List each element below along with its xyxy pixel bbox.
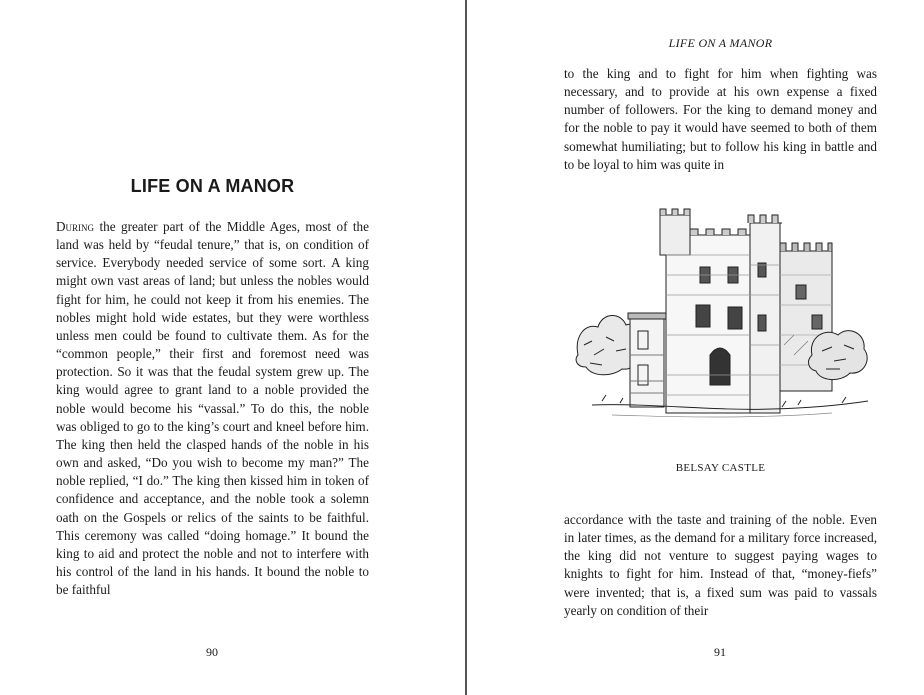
running-head: LIFE ON A MANOR	[668, 36, 773, 50]
castle-illustration	[572, 205, 872, 430]
left-body-text	[56, 218, 369, 599]
opening-word: During	[56, 219, 95, 234]
left-body-paragraph: the greater part of the Middle Ages, most of the land was held by “feudal tenure,” that is, on condition of service. Everybody needed service of some sort. A king might own vast areas of land; but unless the nobles would fight for him, he could not keep it from his enemies. The nobles might hold wide estates, but they were worthless unless men could be found to cultivate them. As for the “common people,” their first and foremost need was protection. So it was that the feudal system grew up. The king would agree to grant land to a noble provided the noble would become his “vassal.” To do this, the noble was obliged to go to the king’s court and kneel before him. The king then held the clasped hands of the noble in his own and asked, “Do you wish to become my man?” The noble replied, “I do.” The king then kissed him in token of confidence and acceptance, and the noble took a solemn oath on the Gospels or relics of the saints to be faithful. This ceremony was called “doing homage.” It bound the king to aid and protect the noble and not to interfere with his control of the land in his hands. It bound the noble to be faithful	[56, 219, 369, 598]
right-body-text-bottom: accordance with the taste and training of the noble. Even in later times, as the demand for a military force increased, the king did not venture to suggest paying wages to knights to fight for him. Instead of that, “money-fiefs” were invented; that is, a fixed sum was paid to vassals yearly on condition of their	[564, 512, 877, 618]
figure-caption: BELSAY CASTLE	[675, 462, 766, 474]
page-number-left: 90	[206, 645, 218, 659]
chapter-title: LIFE ON A MANOR	[130, 176, 295, 196]
right-page	[468, 0, 924, 695]
page-number-right: 91	[714, 645, 726, 659]
book-gutter	[465, 0, 467, 695]
right-body-text-top: to the king and to fight for him when fighting was necessary, and to provide at his own expense a fixed number of followers. For the king to demand money and for the noble to pay it would have seemed to both of them somewhat humiliating; but to follow his king in battle and to be loyal to him was quite in	[564, 66, 877, 172]
